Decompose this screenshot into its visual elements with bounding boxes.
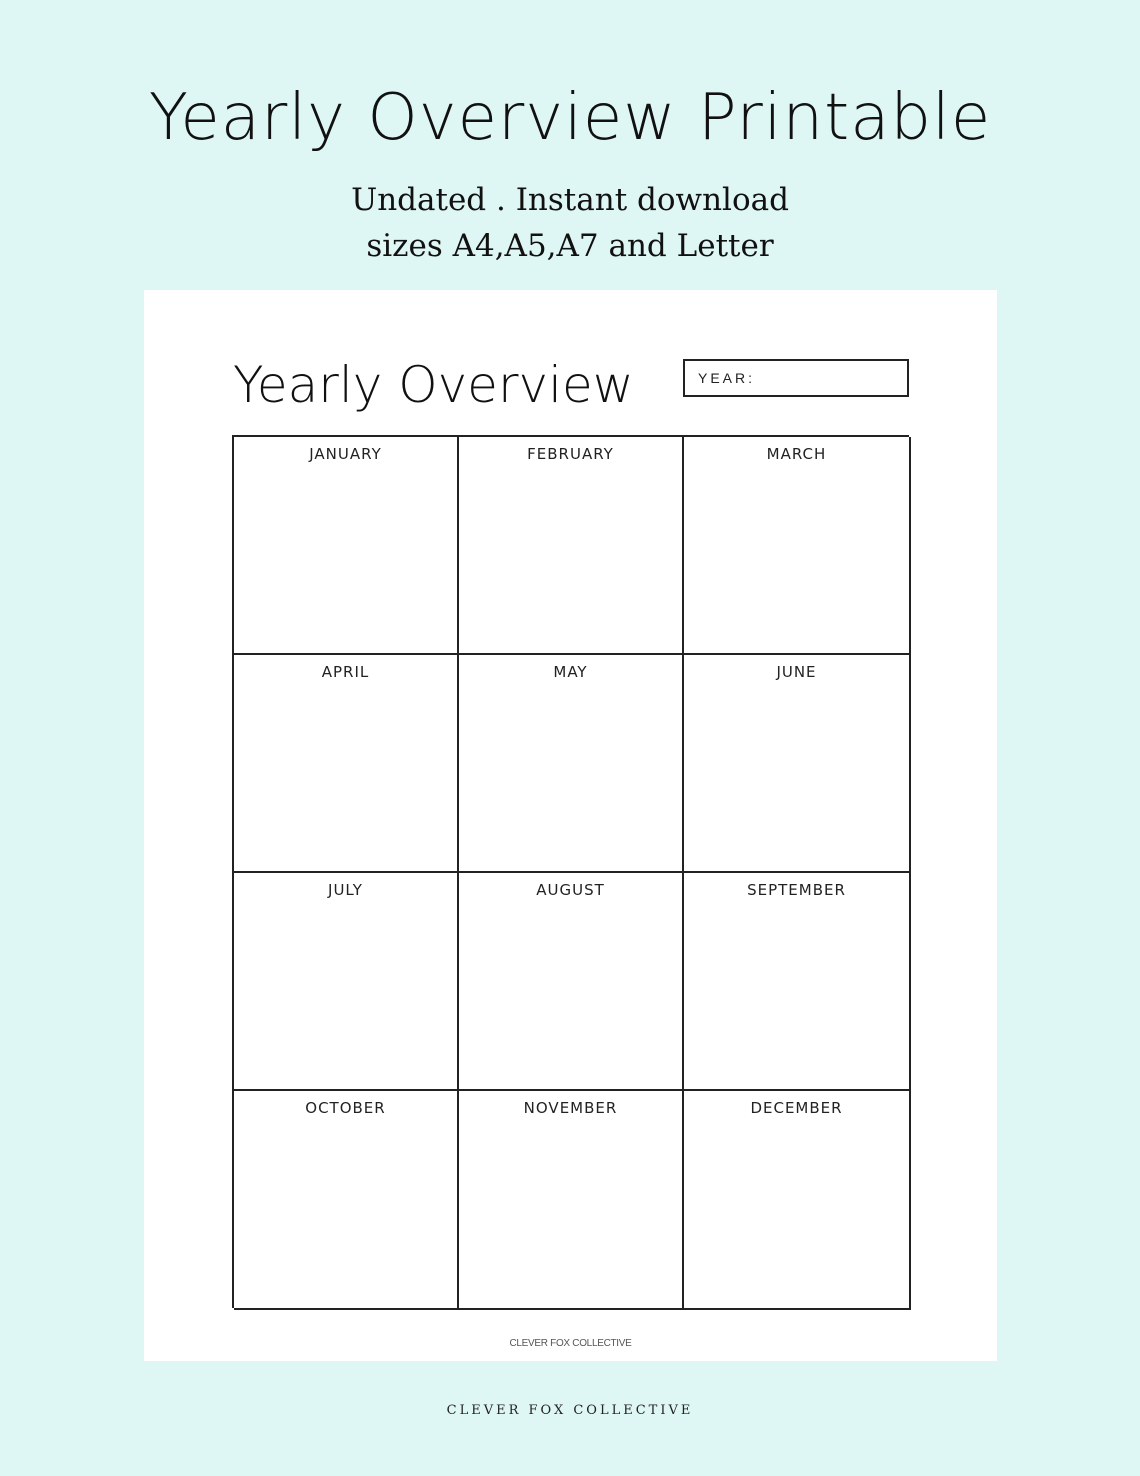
subtitle-line-2: sizes A4,A5,A7 and Letter: [366, 228, 774, 264]
month-label: SEPTEMBER: [747, 881, 846, 899]
month-label: OCTOBER: [305, 1099, 386, 1117]
printable-sheet: [144, 290, 997, 1361]
month-cell-march[interactable]: [684, 437, 911, 655]
month-label: JULY: [328, 881, 363, 899]
month-cell-june[interactable]: [684, 655, 911, 873]
month-label: AUGUST: [536, 881, 605, 899]
month-label: FEBRUARY: [527, 445, 614, 463]
sheet-title: Yearly Overview: [233, 356, 634, 414]
month-cell-january[interactable]: [234, 437, 459, 655]
month-cell-february[interactable]: [459, 437, 684, 655]
month-cell-july[interactable]: [234, 873, 459, 1091]
sheet-footer-brand: CLEVER FOX COLLECTIVE: [509, 1338, 632, 1349]
footer-brand: CLEVER FOX COLLECTIVE: [446, 1403, 694, 1418]
months-grid: [232, 435, 909, 1308]
month-cell-november[interactable]: [459, 1091, 684, 1310]
month-cell-april[interactable]: [234, 655, 459, 873]
month-label: JANUARY: [309, 445, 382, 463]
subtitle-line-1: Undated . Instant download: [351, 182, 789, 218]
month-cell-may[interactable]: [459, 655, 684, 873]
month-cell-december[interactable]: [684, 1091, 911, 1310]
month-label: DECEMBER: [750, 1099, 843, 1117]
month-label: MAY: [553, 663, 588, 681]
month-label: NOVEMBER: [523, 1099, 618, 1117]
year-label: YEAR:: [698, 370, 756, 386]
year-field[interactable]: [683, 359, 909, 397]
month-label: APRIL: [321, 663, 370, 681]
month-cell-august[interactable]: [459, 873, 684, 1091]
page-title: Yearly Overview Printable: [148, 81, 992, 155]
month-label: MARCH: [766, 445, 827, 463]
month-cell-september[interactable]: [684, 873, 911, 1091]
month-label: JUNE: [776, 663, 817, 681]
month-cell-october[interactable]: [234, 1091, 459, 1310]
